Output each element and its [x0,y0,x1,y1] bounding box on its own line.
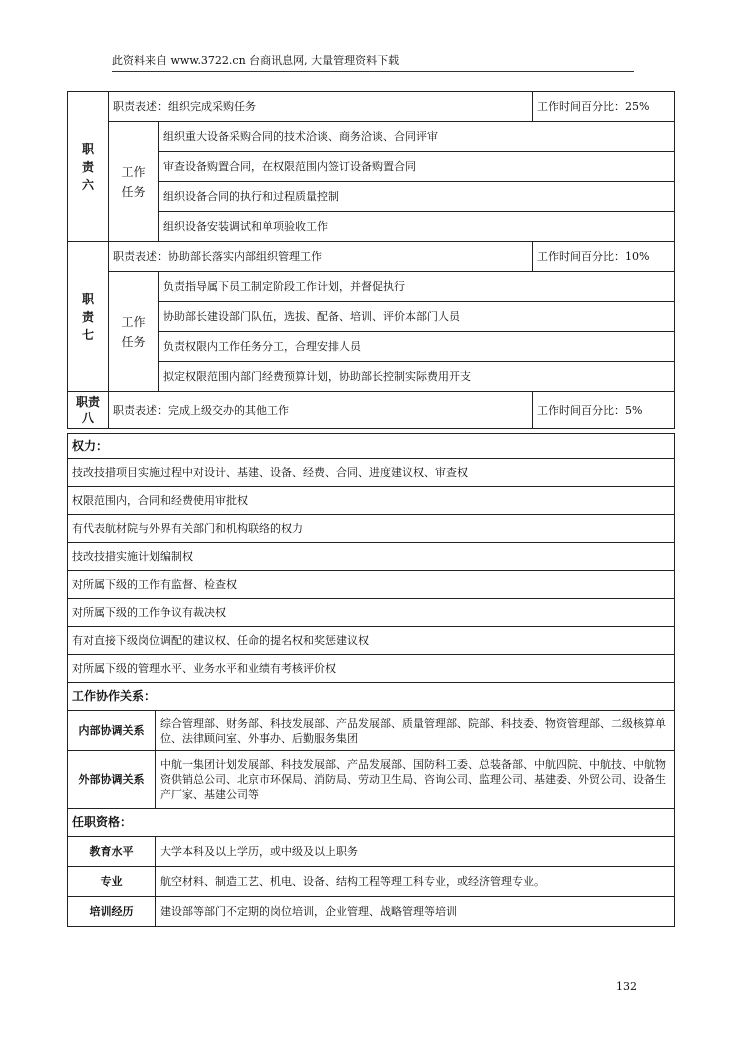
coop-section-title: 工作协作关系： [68,683,675,711]
duties-table [67,91,675,429]
duty-seven-task: 负责指导属下员工制定阶段工作计划，并督促执行 [159,272,675,302]
training-label: 培训经历 [68,897,156,927]
power-item: 对所属下级的工作争议有裁决权 [68,599,675,627]
duty-six-task: 组织设备安装调试和单项验收工作 [159,212,675,242]
duty-six-time: 工作时间百分比：25% [533,92,675,122]
major-text: 航空材料、制造工艺、机电、设备、结构工程等理工科专业，或经济管理专业。 [156,867,675,897]
duty-seven-task-label: 工作 任务 [109,272,159,392]
external-coop-label: 外部协调关系 [68,751,156,809]
duty-six-statement-row [68,92,675,122]
duty-six-task: 组织设备合同的执行和过程质量控制 [159,182,675,212]
duty-eight-time: 工作时间百分比：5% [533,392,675,429]
internal-coop-text: 综合管理部、财务部、科技发展部、产品发展部、质量管理部、院部、科技委、物资管理部、二级核算单位、法律顾问室、外事办、后勤服务集团 [156,711,675,751]
duty-six-task-label: 工作 任务 [109,122,159,242]
duty-six-statement: 职责表述：组织完成采购任务 [109,92,533,122]
education-text: 大学本科及以上学历，或中级及以上职务 [156,837,675,867]
power-item: 对所属下级的工作有监督、检查权 [68,571,675,599]
duty-seven-time: 工作时间百分比：10% [533,242,675,272]
duty-seven-label: 职 责 七 [68,242,109,392]
powers-section-title: 权力： [68,434,675,459]
qual-section-title: 任职资格： [68,809,675,837]
page-number: 132 [616,980,637,993]
powers-table [67,433,675,927]
power-item: 权限范围内，合同和经费使用审批权 [68,487,675,515]
duty-seven-task: 协助部长建设部门队伍，选拔、配备、培训、评价本部门人员 [159,302,675,332]
power-item: 技改技措项目实施过程中对设计、基建、设备、经费、合同、进度建议权、审查权 [68,459,675,487]
internal-coop-label: 内部协调关系 [68,711,156,751]
duty-seven-task: 拟定权限范围内部门经费预算计划，协助部长控制实际费用开支 [159,362,675,392]
power-item: 对所属下级的管理水平、业务水平和业绩有考核评价权 [68,655,675,683]
duty-six-task: 审查设备购置合同，在权限范围内签订设备购置合同 [159,152,675,182]
duty-six-label: 职 责 六 [68,92,109,242]
power-item: 有对直接下级岗位调配的建议权、任命的提名权和奖惩建议权 [68,627,675,655]
duty-eight-statement: 职责表述：完成上级交办的其他工作 [109,392,533,429]
education-label: 教育水平 [68,837,156,867]
external-coop-text: 中航一集团计划发展部、科技发展部、产品发展部、国防科工委、总装备部、中航四院、中航技、中航物资供销总公司、北京市环保局、消防局、劳动卫生局、咨询公司、监理公司、基建委、外贸公司、设备生产厂家、基建公司等 [156,751,675,809]
training-text: 建设部等部门不定期的岗位培训，企业管理、战略管理等培训 [156,897,675,927]
page-header: 此资料来自 www.3722.cn 台商讯息网, 大量管理资料下载 [112,52,634,72]
duty-eight-label: 职责 八 [68,392,109,429]
power-item: 有代表航材院与外界有关部门和机构联络的权力 [68,515,675,543]
power-item: 技改技措实施计划编制权 [68,543,675,571]
major-label: 专业 [68,867,156,897]
duty-seven-statement: 职责表述：协助部长落实内部组织管理工作 [109,242,533,272]
duty-six-task: 组织重大设备采购合同的技术洽谈、商务洽谈、合同评审 [159,122,675,152]
duty-seven-task: 负责权限内工作任务分工，合理安排人员 [159,332,675,362]
